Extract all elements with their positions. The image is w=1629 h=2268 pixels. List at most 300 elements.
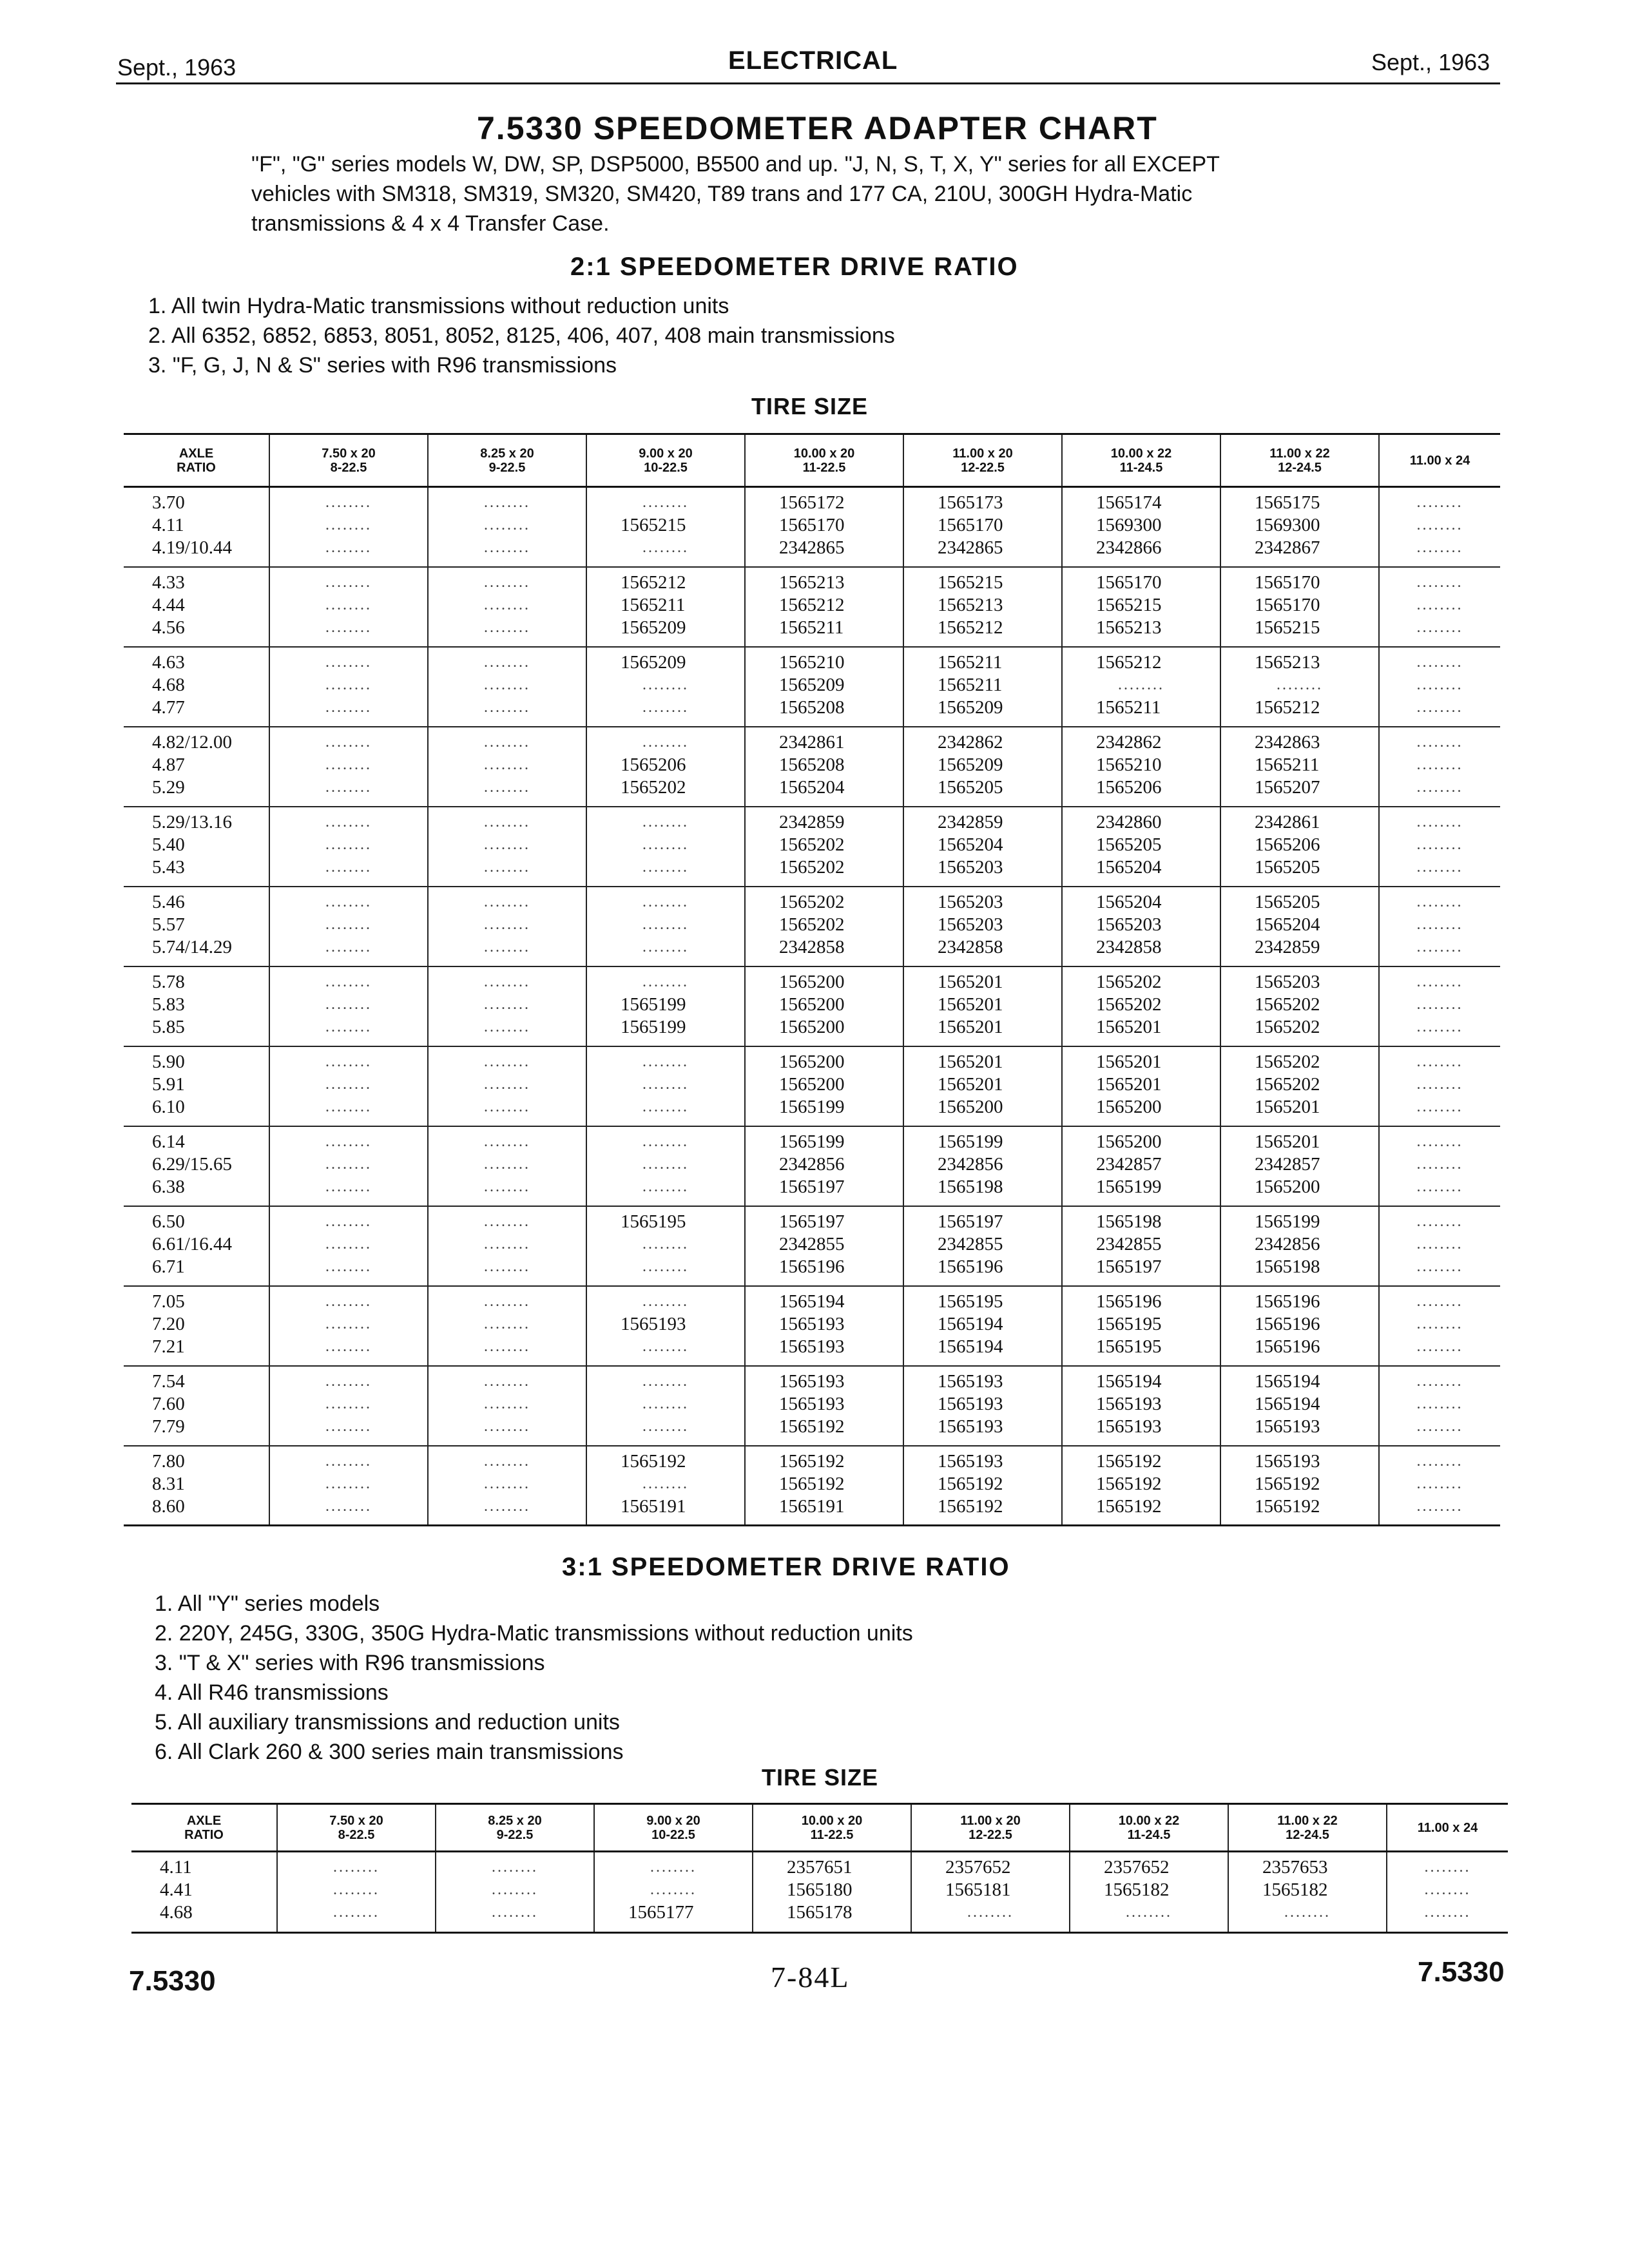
adapter-cell [428, 647, 586, 727]
part-number: 1565196 [1255, 1291, 1320, 1312]
part-number: 1565192 [779, 1416, 845, 1437]
dot-leader: ........ [325, 1018, 372, 1035]
column-header-line: 7.50 x 20 [329, 1813, 383, 1828]
part-number: 1565210 [779, 651, 845, 673]
dot-leader: ........ [967, 1904, 1014, 1921]
adapter-cell [269, 567, 428, 647]
adapter-cell [1062, 1446, 1220, 1526]
adapter-cell [1379, 487, 1500, 567]
dot-leader: ........ [642, 1133, 689, 1150]
adapter-cell [911, 1852, 1070, 1933]
adapter-cell [903, 1126, 1062, 1206]
adapter-cell [903, 966, 1062, 1046]
adapter-cell [586, 727, 745, 807]
adapter-cell [753, 1852, 911, 1933]
axle-ratio-cell [124, 567, 269, 647]
dot-leader: ........ [325, 836, 372, 853]
axle-ratio-cell [124, 807, 269, 887]
dot-leader: ........ [1424, 1904, 1471, 1921]
part-number: 1565201 [938, 1051, 1003, 1072]
dot-leader: ........ [1416, 733, 1463, 751]
dot-leader: ........ [484, 916, 530, 933]
column-header-line: 11-24.5 [1127, 1827, 1171, 1842]
header-section-title: ELECTRICAL [728, 46, 898, 75]
part-number: 1565202 [1255, 1051, 1320, 1072]
dot-leader: ........ [484, 1418, 530, 1435]
adapter-cell [1220, 487, 1379, 567]
column-header-tire-size [745, 434, 903, 487]
axle-ratio-value: 4.77 [152, 697, 185, 718]
adapter-cell [1220, 1446, 1379, 1526]
column-header-tire-size [1070, 1804, 1228, 1852]
axle-ratio-cell [124, 1446, 269, 1526]
axle-ratio-value: 5.85 [152, 1016, 185, 1037]
adapter-cell [1220, 727, 1379, 807]
adapter-cell [586, 487, 745, 567]
table-row [131, 1852, 1508, 1933]
dot-leader: ........ [1416, 1315, 1463, 1332]
dot-leader: ........ [1424, 1859, 1471, 1876]
part-number: 1565196 [1096, 1291, 1162, 1312]
part-number: 1565203 [1096, 914, 1162, 935]
part-number: 1565205 [1255, 856, 1320, 878]
part-number: 1565192 [938, 1473, 1003, 1494]
dot-leader: ........ [1416, 756, 1463, 773]
dot-leader: ........ [1416, 1372, 1463, 1390]
part-number: 1565204 [779, 776, 845, 798]
axle-ratio-value: 4.63 [152, 651, 185, 673]
dot-leader: ........ [484, 1338, 530, 1355]
part-number: 1565194 [938, 1336, 1003, 1357]
part-number: 1565212 [938, 617, 1003, 638]
part-number: 1565191 [779, 1495, 845, 1517]
dot-leader: ........ [325, 1338, 372, 1355]
part-number: 1565170 [1096, 572, 1162, 593]
intro-line: "F", "G" series models W, DW, SP, DSP5000, B5500 and up. "J, N, S, T, X, Y" series for all EXCEPT [251, 152, 1220, 177]
axle-ratio-cell [124, 647, 269, 727]
adapter-cell [745, 567, 903, 647]
dot-leader: ........ [642, 733, 689, 751]
column-header-line: 11.00 x 20 [960, 1813, 1021, 1828]
dot-leader: ........ [1416, 858, 1463, 876]
part-number: 1565198 [1255, 1256, 1320, 1277]
part-number: 1565192 [621, 1450, 686, 1472]
dot-leader: ........ [325, 1213, 372, 1230]
adapter-cell [1220, 966, 1379, 1046]
note-item: 5. All auxiliary transmissions and reduction units [155, 1710, 620, 1735]
dot-leader: ........ [484, 1053, 530, 1070]
adapter-cell [428, 727, 586, 807]
part-number: 1565202 [779, 891, 845, 912]
adapter-cell [745, 887, 903, 966]
adapter-cell [1379, 807, 1500, 887]
dot-leader: ........ [325, 494, 372, 511]
part-number: 1565194 [1096, 1370, 1162, 1392]
axle-ratio-value: 4.33 [152, 572, 185, 593]
adapter-cell [1062, 1366, 1220, 1446]
notes-2-1 [148, 291, 895, 380]
axle-ratio-value: 4.68 [160, 1902, 193, 1923]
axle-ratio-cell [124, 966, 269, 1046]
dot-leader: ........ [484, 1178, 530, 1195]
column-header-line: 10.00 x 20 [793, 446, 855, 461]
dot-leader: ........ [1416, 1338, 1463, 1355]
column-header-line: 7.50 x 20 [322, 446, 376, 461]
dot-leader: ........ [1416, 1258, 1463, 1275]
column-header-line: 8-22.5 [330, 460, 367, 475]
adapter-cell [1220, 567, 1379, 647]
dot-leader: ........ [1416, 494, 1463, 511]
part-number: 1565201 [1096, 1051, 1162, 1072]
adapter-cell [269, 1366, 428, 1446]
part-number: 1565201 [938, 1016, 1003, 1037]
dot-leader: ........ [325, 995, 372, 1013]
dot-leader: ........ [484, 1315, 530, 1332]
column-header-tire-size [1387, 1804, 1508, 1852]
dot-leader: ........ [642, 813, 689, 831]
dot-leader: ........ [325, 916, 372, 933]
adapter-cell [745, 1286, 903, 1366]
dot-leader: ........ [1416, 619, 1463, 636]
column-header-line: 11-24.5 [1119, 460, 1163, 475]
dot-leader: ........ [325, 778, 372, 796]
dot-leader: ........ [1416, 973, 1463, 990]
axle-ratio-value: 6.50 [152, 1211, 185, 1232]
column-header-line: 10-22.5 [644, 460, 688, 475]
dot-leader: ........ [325, 1258, 372, 1275]
dot-leader: ........ [484, 973, 530, 990]
part-number: 1565213 [1255, 651, 1320, 673]
adapter-cell [1379, 1046, 1500, 1126]
dot-leader: ........ [650, 1881, 697, 1898]
intro-line: vehicles with SM318, SM319, SM320, SM420, T89 trans and 177 CA, 210U, 300GH Hydra-Matic [251, 182, 1193, 206]
part-number: 2342857 [1255, 1153, 1320, 1175]
adapter-cell [903, 727, 1062, 807]
part-number: 2342858 [1096, 936, 1162, 957]
part-number: 1565200 [1096, 1131, 1162, 1152]
part-number: 2342860 [1096, 811, 1162, 832]
adapter-cell [1062, 887, 1220, 966]
part-number: 1565202 [1255, 1073, 1320, 1095]
adapter-cell [1220, 1126, 1379, 1206]
part-number: 1565182 [1262, 1879, 1328, 1900]
part-number: 1565193 [938, 1416, 1003, 1437]
dot-leader: ........ [1416, 1293, 1463, 1310]
adapter-cell [745, 487, 903, 567]
part-number: 1565197 [779, 1211, 845, 1232]
part-number: 1565199 [621, 994, 686, 1015]
dot-leader: ........ [1416, 1452, 1463, 1470]
column-header-tire-size [428, 434, 586, 487]
axle-ratio-value: 4.11 [160, 1857, 192, 1878]
dot-leader: ........ [1416, 1098, 1463, 1115]
dot-leader: ........ [642, 973, 689, 990]
table-row [124, 807, 1500, 887]
dot-leader: ........ [484, 858, 530, 876]
part-number: 1565201 [938, 971, 1003, 992]
part-number: 1565202 [1096, 971, 1162, 992]
footer-section-number-left: 7.5330 [129, 1965, 216, 1997]
adapter-cell [745, 807, 903, 887]
table-row [124, 1046, 1500, 1126]
adapter-cell [1062, 966, 1220, 1046]
column-header-tire-size [586, 434, 745, 487]
column-header-line: 9-22.5 [496, 1827, 534, 1842]
intro-line: transmissions & 4 x 4 Transfer Case. [251, 211, 610, 236]
dot-leader: ........ [325, 1133, 372, 1150]
part-number: 1565196 [1255, 1336, 1320, 1357]
part-number: 2342862 [938, 731, 1003, 753]
part-number: 1569300 [1096, 515, 1162, 535]
dot-leader: ........ [325, 596, 372, 613]
axle-ratio-value: 5.91 [152, 1073, 185, 1095]
part-number: 1565205 [938, 776, 1003, 798]
table-row [124, 487, 1500, 567]
dot-leader: ........ [484, 778, 530, 796]
column-header-tire-size [903, 434, 1062, 487]
part-number: 1565193 [938, 1450, 1003, 1472]
section-title-2-1: 2:1 SPEEDOMETER DRIVE RATIO [570, 253, 1019, 281]
adapter-cell [903, 1446, 1062, 1526]
dot-leader: ........ [1416, 916, 1463, 933]
axle-ratio-value: 6.61/16.44 [152, 1233, 233, 1254]
adapter-cell [745, 1366, 903, 1446]
dot-leader: ........ [642, 1418, 689, 1435]
adapter-cell [1379, 1206, 1500, 1286]
adapter-cell [1062, 727, 1220, 807]
axle-ratio-value: 4.68 [152, 674, 185, 695]
table-row [124, 1286, 1500, 1366]
adapter-cell [586, 807, 745, 887]
dot-leader: ........ [325, 1475, 372, 1492]
axle-ratio-value: 5.83 [152, 994, 185, 1015]
axle-ratio-value: 6.29/15.65 [152, 1153, 233, 1175]
dot-leader: ........ [642, 858, 689, 876]
part-number: 1565199 [1096, 1176, 1162, 1197]
dot-leader: ........ [325, 1178, 372, 1195]
axle-ratio-cell [124, 1046, 269, 1126]
dot-leader: ........ [325, 1372, 372, 1390]
part-number: 1565194 [1255, 1370, 1320, 1392]
part-number: 1565177 [628, 1902, 694, 1923]
dot-leader: ........ [484, 1098, 530, 1115]
dot-leader: ........ [325, 858, 372, 876]
part-number: 1565197 [779, 1176, 845, 1197]
table-row [124, 727, 1500, 807]
axle-ratio-value: 4.56 [152, 617, 185, 638]
adapter-cell [428, 487, 586, 567]
adapter-cell [1379, 647, 1500, 727]
part-number: 1565208 [779, 697, 845, 718]
axle-ratio-value: 5.74/14.29 [152, 936, 233, 957]
dot-leader: ........ [1416, 1497, 1463, 1515]
dot-leader: ........ [1424, 1881, 1471, 1898]
part-number: 1565212 [1096, 651, 1162, 673]
part-number: 1565202 [621, 776, 686, 798]
adapter-cell [1220, 1366, 1379, 1446]
dot-leader: ........ [650, 1859, 697, 1876]
part-number: 2342865 [779, 537, 845, 558]
part-number: 1565192 [779, 1473, 845, 1494]
part-number: 1565192 [1255, 1495, 1320, 1517]
part-number: 1565211 [938, 651, 1003, 673]
footer-page-number: 7-84L [771, 1961, 850, 1994]
dot-leader: ........ [484, 573, 530, 591]
dot-leader: ........ [333, 1859, 380, 1876]
part-number: 1565172 [779, 492, 845, 513]
part-number: 1565209 [621, 617, 686, 638]
adapter-cell [1379, 1366, 1500, 1446]
dot-leader: ........ [325, 1315, 372, 1332]
dot-leader: ........ [484, 733, 530, 751]
table-row [124, 887, 1500, 966]
part-number: 1565211 [938, 674, 1003, 695]
axle-ratio-cell [131, 1852, 277, 1933]
note-item: 1. All "Y" series models [155, 1591, 380, 1616]
column-header-line: 11.00 x 22 [1269, 446, 1330, 461]
part-number: 1565215 [621, 515, 686, 535]
adapter-cell [745, 647, 903, 727]
dot-leader: ........ [642, 893, 689, 910]
part-number: 2342863 [1255, 731, 1320, 753]
part-number: 1565215 [1096, 594, 1162, 615]
dot-leader: ........ [642, 916, 689, 933]
adapter-cell [586, 1446, 745, 1526]
dot-leader: ........ [642, 938, 689, 956]
part-number: 1565199 [1255, 1211, 1320, 1232]
dot-leader: ........ [325, 1497, 372, 1515]
header-date-left: Sept., 1963 [117, 54, 236, 81]
note-item: 3. "F, G, J, N & S" series with R96 transmissions [148, 353, 617, 378]
part-number: 1565178 [787, 1902, 853, 1923]
part-number: 1565203 [938, 891, 1003, 912]
part-number: 1565199 [938, 1131, 1003, 1152]
part-number: 1565192 [779, 1450, 845, 1472]
dot-leader: ........ [642, 1155, 689, 1173]
column-header-line: 11-22.5 [802, 460, 846, 475]
dot-leader: ........ [325, 973, 372, 990]
part-number: 1565209 [621, 651, 686, 673]
part-number: 1565200 [938, 1096, 1003, 1117]
dot-leader: ........ [1416, 938, 1463, 956]
part-number: 1565207 [1255, 776, 1320, 798]
part-number: 1565193 [779, 1393, 845, 1414]
part-number: 1565192 [1255, 1473, 1320, 1494]
dot-leader: ........ [642, 1293, 689, 1310]
part-number: 1565170 [1255, 594, 1320, 615]
dot-leader: ........ [484, 698, 530, 716]
part-number: 1565200 [779, 1016, 845, 1037]
part-number: 1565201 [1096, 1016, 1162, 1037]
header-rule [116, 82, 1500, 84]
column-header-axle-ratio [124, 434, 269, 487]
table-row [124, 966, 1500, 1046]
part-number: 1565213 [779, 572, 845, 593]
part-number: 1565202 [779, 856, 845, 878]
dot-leader: ........ [642, 836, 689, 853]
part-number: 1565206 [1255, 834, 1320, 855]
part-number: 2342865 [938, 537, 1003, 558]
column-header-line: 8-22.5 [338, 1827, 375, 1842]
tire-size-label-2-1: TIRE SIZE [751, 393, 869, 419]
column-header-tire-size [436, 1804, 594, 1852]
adapter-cell [1220, 647, 1379, 727]
part-number: 1565191 [621, 1495, 686, 1517]
axle-ratio-value: 3.70 [152, 492, 185, 513]
adapter-table-2-1 [124, 433, 1500, 1526]
adapter-cell [269, 647, 428, 727]
part-number: 2342859 [938, 811, 1003, 832]
dot-leader: ........ [325, 1075, 372, 1093]
dot-leader: ........ [484, 653, 530, 671]
part-number: 1565181 [945, 1879, 1011, 1900]
part-number: 1565182 [1104, 1879, 1170, 1900]
part-number: 1565212 [621, 572, 686, 593]
adapter-cell [745, 1046, 903, 1126]
axle-ratio-value: 7.60 [152, 1393, 185, 1414]
dot-leader: ........ [325, 893, 372, 910]
dot-leader: ........ [1416, 1178, 1463, 1195]
axle-ratio-value: 6.10 [152, 1096, 185, 1117]
adapter-cell [745, 1126, 903, 1206]
part-number: 1565193 [938, 1370, 1003, 1392]
adapter-cell [269, 727, 428, 807]
dot-leader: ........ [642, 539, 689, 556]
adapter-cell [428, 807, 586, 887]
column-header-line: 12-24.5 [1286, 1827, 1329, 1842]
column-header-line: 10.00 x 22 [1110, 446, 1172, 461]
dot-leader: ........ [642, 676, 689, 693]
dot-leader: ........ [325, 938, 372, 956]
part-number: 2342855 [779, 1233, 845, 1254]
dot-leader: ........ [1277, 676, 1323, 693]
part-number: 1565209 [938, 754, 1003, 775]
axle-ratio-value: 7.54 [152, 1370, 185, 1392]
part-number: 1565213 [1096, 617, 1162, 638]
dot-leader: ........ [484, 1155, 530, 1173]
dot-leader: ........ [325, 653, 372, 671]
column-header-line: 9.00 x 20 [639, 446, 693, 461]
column-header-tire-size [594, 1804, 753, 1852]
axle-ratio-cell [124, 1286, 269, 1366]
column-header-line: RATIO [177, 460, 216, 475]
part-number: 1565194 [938, 1313, 1003, 1334]
adapter-cell [586, 887, 745, 966]
part-number: 1565193 [938, 1393, 1003, 1414]
part-number: 1565204 [1096, 856, 1162, 878]
part-number: 2342856 [1255, 1233, 1320, 1254]
dot-leader: ........ [1284, 1904, 1331, 1921]
dot-leader: ........ [642, 1372, 689, 1390]
adapter-cell [903, 487, 1062, 567]
adapter-cell [269, 1126, 428, 1206]
part-number: 1565200 [779, 1051, 845, 1072]
part-number: 1565195 [1096, 1336, 1162, 1357]
adapter-cell [1062, 487, 1220, 567]
dot-leader: ........ [484, 813, 530, 831]
dot-leader: ........ [1416, 836, 1463, 853]
axle-ratio-cell [124, 1366, 269, 1446]
dot-leader: ........ [484, 1133, 530, 1150]
dot-leader: ........ [333, 1904, 380, 1921]
dot-leader: ........ [1416, 1053, 1463, 1070]
part-number: 1565203 [938, 914, 1003, 935]
adapter-cell [745, 1206, 903, 1286]
axle-ratio-value: 5.78 [152, 971, 185, 992]
part-number: 1565203 [1255, 971, 1320, 992]
dot-leader: ........ [484, 756, 530, 773]
part-number: 1565201 [1096, 1073, 1162, 1095]
